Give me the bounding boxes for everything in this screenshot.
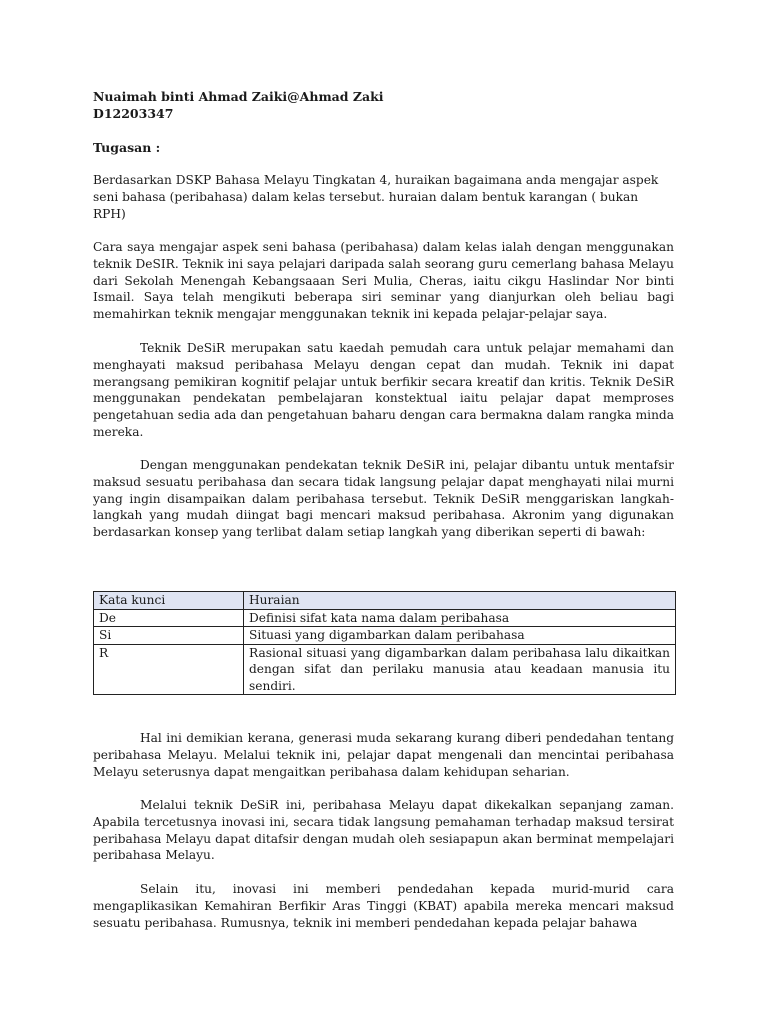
table-cell-description: Rasional situasi yang digambarkan dalam peribahasa lalu dikaitkan dengan sifat dan perilaku manusia atau keadaan manusia itu sendiri.	[244, 644, 676, 695]
table-cell-description: Situasi yang digambarkan dalam peribahasa	[244, 627, 676, 645]
table-row	[94, 644, 676, 695]
paragraph-5: Hal ini demikian kerana, generasi muda sekarang kurang diberi pendedahan tentang peribahasa Melayu. Melalui teknik ini, pelajar dapat mengenali dan mencintai peribahasa Melayu seterusnya dapat mengaitkan peribahasa dalam kehidupan seharian.	[93, 731, 674, 779]
author-name: Nuaimah binti Ahmad Zaiki@Ahmad Zaki	[93, 89, 384, 104]
paragraph-6: Melalui teknik DeSiR ini, peribahasa Melayu dapat dikekalkan sepanjang zaman. Apabila tercetusnya inovasi ini, secara tidak langsung pemahaman terhadap maksud tersirat peribahasa Melayu dapat ditafsir dengan mudah oleh sesiapapun akan berminat mempelajari peribahasa Melayu.	[93, 798, 674, 863]
tugasan-label: Tugasan :	[93, 140, 161, 155]
table-cell-description: Definisi sifat kata nama dalam peribahasa	[244, 609, 676, 627]
table-header-row	[94, 592, 676, 610]
paragraph-3: Dengan menggunakan pendekatan teknik DeSiR ini, pelajar dibantu untuk mentafsir maksud sesuatu peribahasa dan secara tidak langsung pelajar dapat menghayati nilai murni yang ingin disampaikan dalam peribahasa tersebut. Teknik DeSiR menggariskan langkah-langkah yang mudah diingat bagi mencari maksud peribahasa. Akronim yang digunakan berdasarkan konsep yang terlibat dalam setiap langkah yang diberikan seperti di bawah:	[93, 458, 674, 540]
paragraph-2: Teknik DeSiR merupakan satu kaedah pemudah cara untuk pelajar memahami dan menghayati maksud peribahasa Melayu dengan cepat dan mudah. Teknik ini dapat merangsang pemikiran kognitif pelajar untuk berfikir secara kreatif dan kritis. Teknik DeSiR menggunakan pendekatan pembelajaran konstektual iaitu pelajar dapat memproses pengetahuan sedia ada dan pengetahuan baharu dengan cara bermakna dalam rangka minda mereka.	[93, 341, 674, 439]
paragraph-1: Cara saya mengajar aspek seni bahasa (peribahasa) dalam kelas ialah dengan menggunakan teknik DeSIR. Teknik ini saya pelajari daripada salah seorang guru cemerlang bahasa Melayu dari Sekolah Menengah Kebangsaaan Seri Mulia, Cheras, iaitu cikgu Haslindar Nor binti Ismail. Saya telah mengikuti beberapa siri seminar yang dianjurkan oleh beliau bagi memahirkan teknik mengajar menggunakan teknik ini kepada pelajar-pelajar saya.	[93, 240, 674, 322]
task-question: Berdasarkan DSKP Bahasa Melayu Tingkatan 4, huraikan bagaimana anda mengajar aspek seni bahasa (peribahasa) dalam kelas tersebut. huraian dalam bentuk karangan ( bukan RPH)	[93, 173, 659, 221]
student-id: D12203347	[93, 106, 174, 121]
table-cell-keyword: Si	[94, 627, 244, 645]
table-header-cell: Huraian	[244, 592, 676, 610]
table-row	[94, 609, 676, 627]
table-header-cell: Kata kunci	[94, 592, 244, 610]
table-cell-keyword: De	[94, 609, 244, 627]
desir-table	[93, 591, 676, 695]
table-cell-keyword: R	[94, 644, 244, 695]
paragraph-7: Selain itu, inovasi ini memberi pendedahan kepada murid-murid cara mengaplikasikan Kemahiran Berfikir Aras Tinggi (KBAT) apabila mereka mencari maksud sesuatu peribahasa. Rumusnya, teknik ini memberi pendedahan kepada pelajar bahawa	[93, 882, 674, 930]
table-row	[94, 627, 676, 645]
